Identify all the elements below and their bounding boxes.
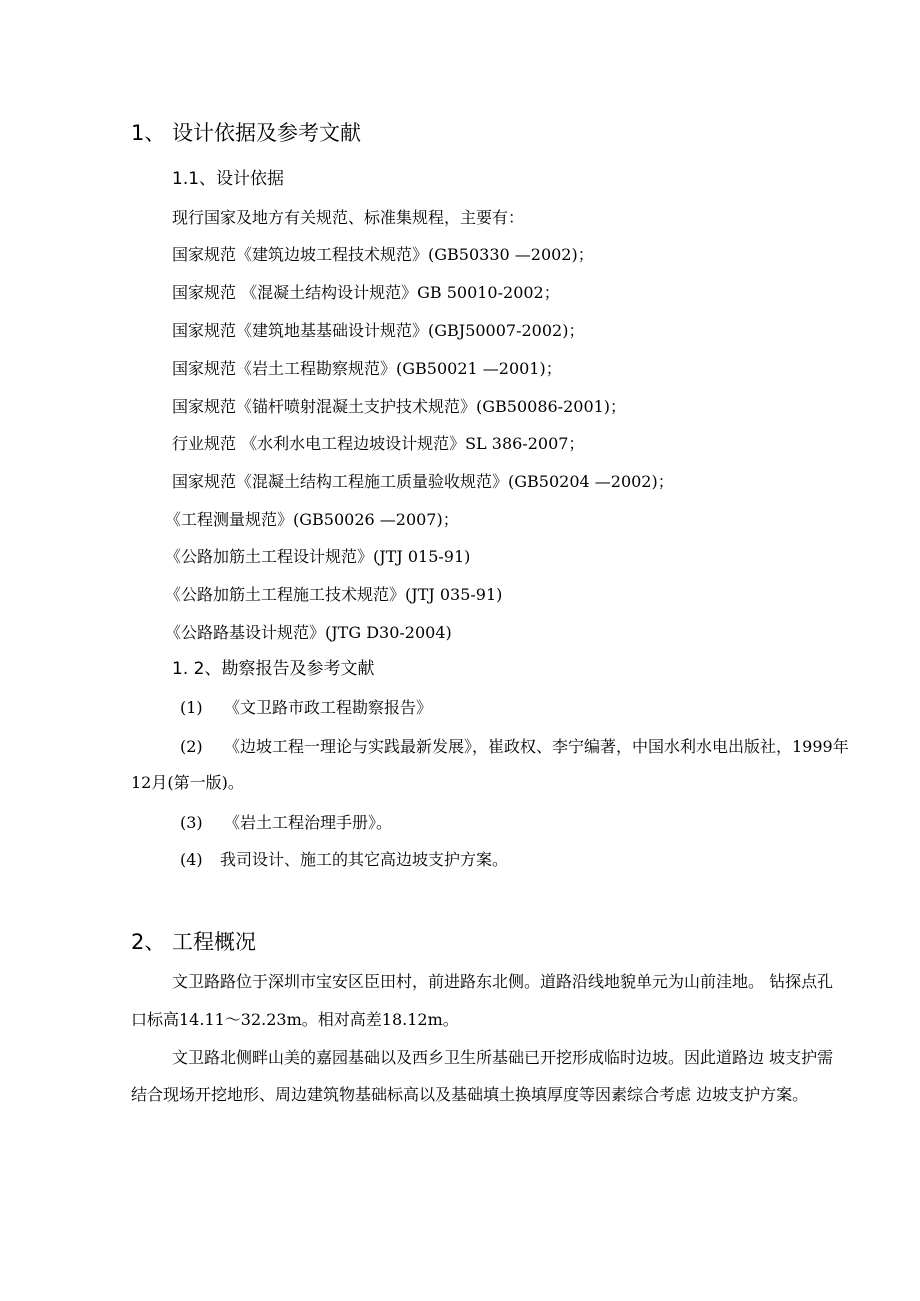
sub1-heading: 1.1、设计依据 — [172, 169, 285, 189]
standard-item: 《公路加筋土工程设计规范》(JTJ 015-91) — [165, 547, 471, 566]
reference-continuation: 12月(第一版)。 — [131, 773, 244, 792]
sub1-intro: 现行国家及地方有关规范、标准集规程，主要有： — [172, 208, 525, 227]
standard-item: 行业规范 《水利水电工程边坡设计规范》SL 386-2007； — [172, 434, 585, 453]
para1-line: 文卫路路位于深圳市宝安区臣田村，前进路东北侧。道路沿线地貌单元为山前洼地。 钻探点孔 — [172, 972, 834, 991]
reference-item — [180, 850, 508, 870]
reference-item — [180, 698, 432, 718]
standard-item: 国家规范《岩土工程勘察规范》(GB50021 —2001)； — [172, 359, 562, 378]
reference-item — [180, 813, 392, 833]
para2-line: 结合现场开挖地形、周边建筑物基础标高以及基础填土换填厚度等因素综合考虑 边坡支护方案。 — [131, 1085, 809, 1104]
standard-item: 国家规范 《混凝土结构设计规范》GB 50010-2002； — [172, 283, 560, 302]
reference-number: (4) — [180, 850, 203, 869]
para2-line: 文卫路北侧畔山美的嘉园基础以及西乡卫生所基础已开挖形成临时边坡。因此道路边 坡支护需 — [172, 1048, 834, 1067]
standard-item: 国家规范《建筑地基基础设计规范》(GBJ50007-2002)； — [172, 321, 585, 340]
standard-item: 国家规范《锚杆喷射混凝土支护技术规范》(GB50086-2001)； — [172, 397, 627, 416]
standard-item: 《公路路基设计规范》(JTG D30-2004) — [165, 623, 452, 642]
reference-number: (3) — [180, 813, 203, 832]
reference-number: (2) — [180, 737, 203, 756]
standard-item: 国家规范《混凝土结构工程施工质量验收规范》(GB50204 —2002)； — [172, 472, 674, 491]
reference-text: 《边坡工程一理论与实践最新发展》，崔政权、李宁编著，中国水利水电出版社，1999年 — [224, 737, 849, 756]
section1-heading: 1、 设计依据及参考文献 — [131, 121, 362, 145]
reference-text: 我司设计、施工的其它高边坡支护方案。 — [220, 850, 509, 869]
reference-number: (1) — [180, 698, 203, 717]
standard-item: 国家规范《建筑边坡工程技术规范》(GB50330 —2002)； — [172, 245, 594, 264]
para1-line: 口标高14.11〜32.23m。相对高差18.12m。 — [131, 1010, 459, 1029]
standard-item: 《公路加筋土工程施工技术规范》(JTJ 035-91) — [165, 585, 503, 604]
standard-item: 《工程测量规范》(GB50026 —2007)； — [165, 510, 459, 529]
reference-item — [180, 737, 849, 757]
sub2-heading: 1. 2、勘察报告及参考文献 — [172, 659, 375, 679]
reference-text: 《文卫路市政工程勘察报告》 — [224, 698, 433, 717]
section2-heading: 2、 工程概况 — [131, 930, 257, 954]
reference-text: 《岩土工程治理手册》。 — [224, 813, 393, 832]
